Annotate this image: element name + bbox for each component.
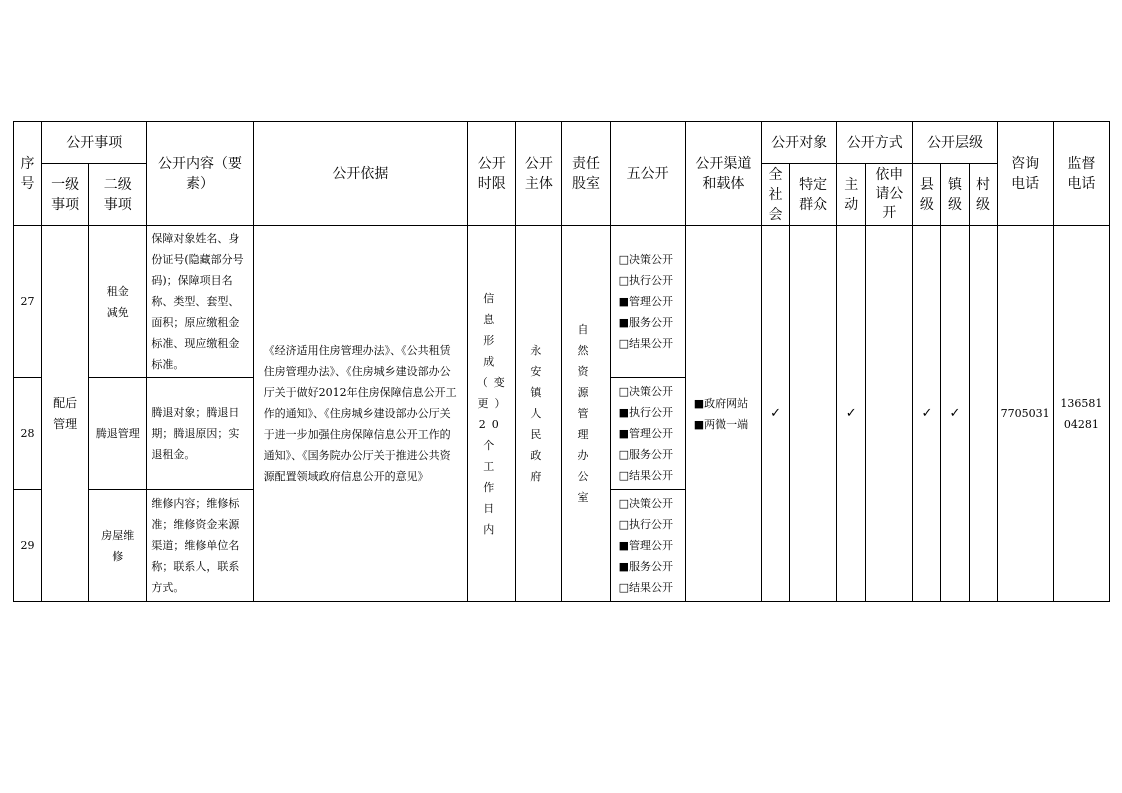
header-layer-town: 镇级 [941,164,969,226]
dept-cell: 自然资源管理办公室 [562,226,610,602]
five-item: □决策公开 [618,253,673,266]
header-dept: 责任股室 [562,122,610,226]
content-cell: 保障对象姓名、身份证号(隐藏部分号码)；保障项目名称、类型、套型、面积；原应缴租金标准、现应缴租金标准。 [147,226,253,378]
header-basis: 公开依据 [253,122,468,226]
header-method-request: 依申请公开 [866,164,913,226]
five-item: ■管理公开 [618,295,673,308]
check-layer-county: ✓ [913,226,941,602]
five-item: □结果公开 [618,337,673,350]
header-target: 公开对象 [761,122,836,164]
row-seq: 29 [14,490,42,602]
five-list [610,490,685,602]
header-layer: 公开层级 [913,122,997,164]
five-list [610,378,685,490]
content-cell: 维修内容；维修标准；维修资金来源渠道；维修单位名称；联系人，联系方式。 [147,490,253,602]
header-five: 五公开 [610,122,685,226]
level1-cell: 配后管理 [42,226,89,602]
five-item: □结果公开 [618,469,673,482]
header-target-group: 特定群众 [790,164,837,226]
five-list [610,226,685,378]
header-method-active: 主动 [837,164,866,226]
header-content: 公开内容（要素） [147,122,253,226]
row-seq: 27 [14,226,42,378]
header-subject: 公开主体 [516,122,562,226]
check-layer-town: ✓ [941,226,969,602]
five-item: □服务公开 [618,448,673,461]
five-item: □结果公开 [618,581,673,594]
row-seq: 28 [14,378,42,490]
header-channel: 公开渠道和载体 [685,122,761,226]
channel-website: ■政府网站 [693,396,749,410]
five-item: □执行公开 [618,518,673,531]
table-row [14,226,1110,378]
header-items: 公开事项 [42,122,147,164]
channel-wechat: ■两微一端 [693,417,749,431]
five-item: □决策公开 [618,497,673,510]
check-method-active: ✓ [837,226,866,602]
header-level1: 一级事项 [42,164,89,226]
level2-cell: 腾退管理 [89,378,147,490]
header-consult: 咨询电话 [997,122,1053,226]
supervise-phone: 13658104281 [1053,226,1109,602]
level2-cell: 房屋维修 [89,490,147,602]
target-group-cell [790,226,837,602]
header-level2: 二级事项 [89,164,147,226]
header-target-all: 全社会 [761,164,789,226]
method-request-cell [866,226,913,602]
subject-cell: 永安镇人民政府 [516,226,562,602]
check-target-all: ✓ [761,226,789,602]
five-item: ■服务公开 [618,316,673,329]
consult-phone: 7705031 [997,226,1053,602]
basis-cell: 《经济适用住房管理办法》、《公共租赁住房管理办法》、《住房城乡建设部办公厅关于做好2012年住房保障信息公开工作的通知》、《住房城乡建设部办公厅关于进一步加强住房保障信息公开工作的通知》、《国务院办公厅关于推进公共资源配置领域政府信息公开的意见》 [253,226,468,602]
channel-cell [685,226,761,602]
header-supervise: 监督电话 [1053,122,1109,226]
header-time-limit: 公开时限 [468,122,516,226]
five-item: □执行公开 [618,274,673,287]
header-method: 公开方式 [837,122,913,164]
header-layer-village: 村级 [969,164,997,226]
five-item: ■管理公开 [618,539,673,552]
header-layer-county: 县级 [913,164,941,226]
header-seq: 序号 [14,122,42,226]
five-item: □决策公开 [618,385,673,398]
time-limit-cell: 信息形成（变更）20个工作日内 [468,226,516,602]
layer-village-cell [969,226,997,602]
five-item: ■服务公开 [618,560,673,573]
five-item: ■执行公开 [618,406,673,419]
five-item: ■管理公开 [618,427,673,440]
content-cell: 腾退对象；腾退日期；腾退原因；实退租金。 [147,378,253,490]
disclosure-table [13,121,1110,602]
level2-cell: 租金减免 [89,226,147,378]
